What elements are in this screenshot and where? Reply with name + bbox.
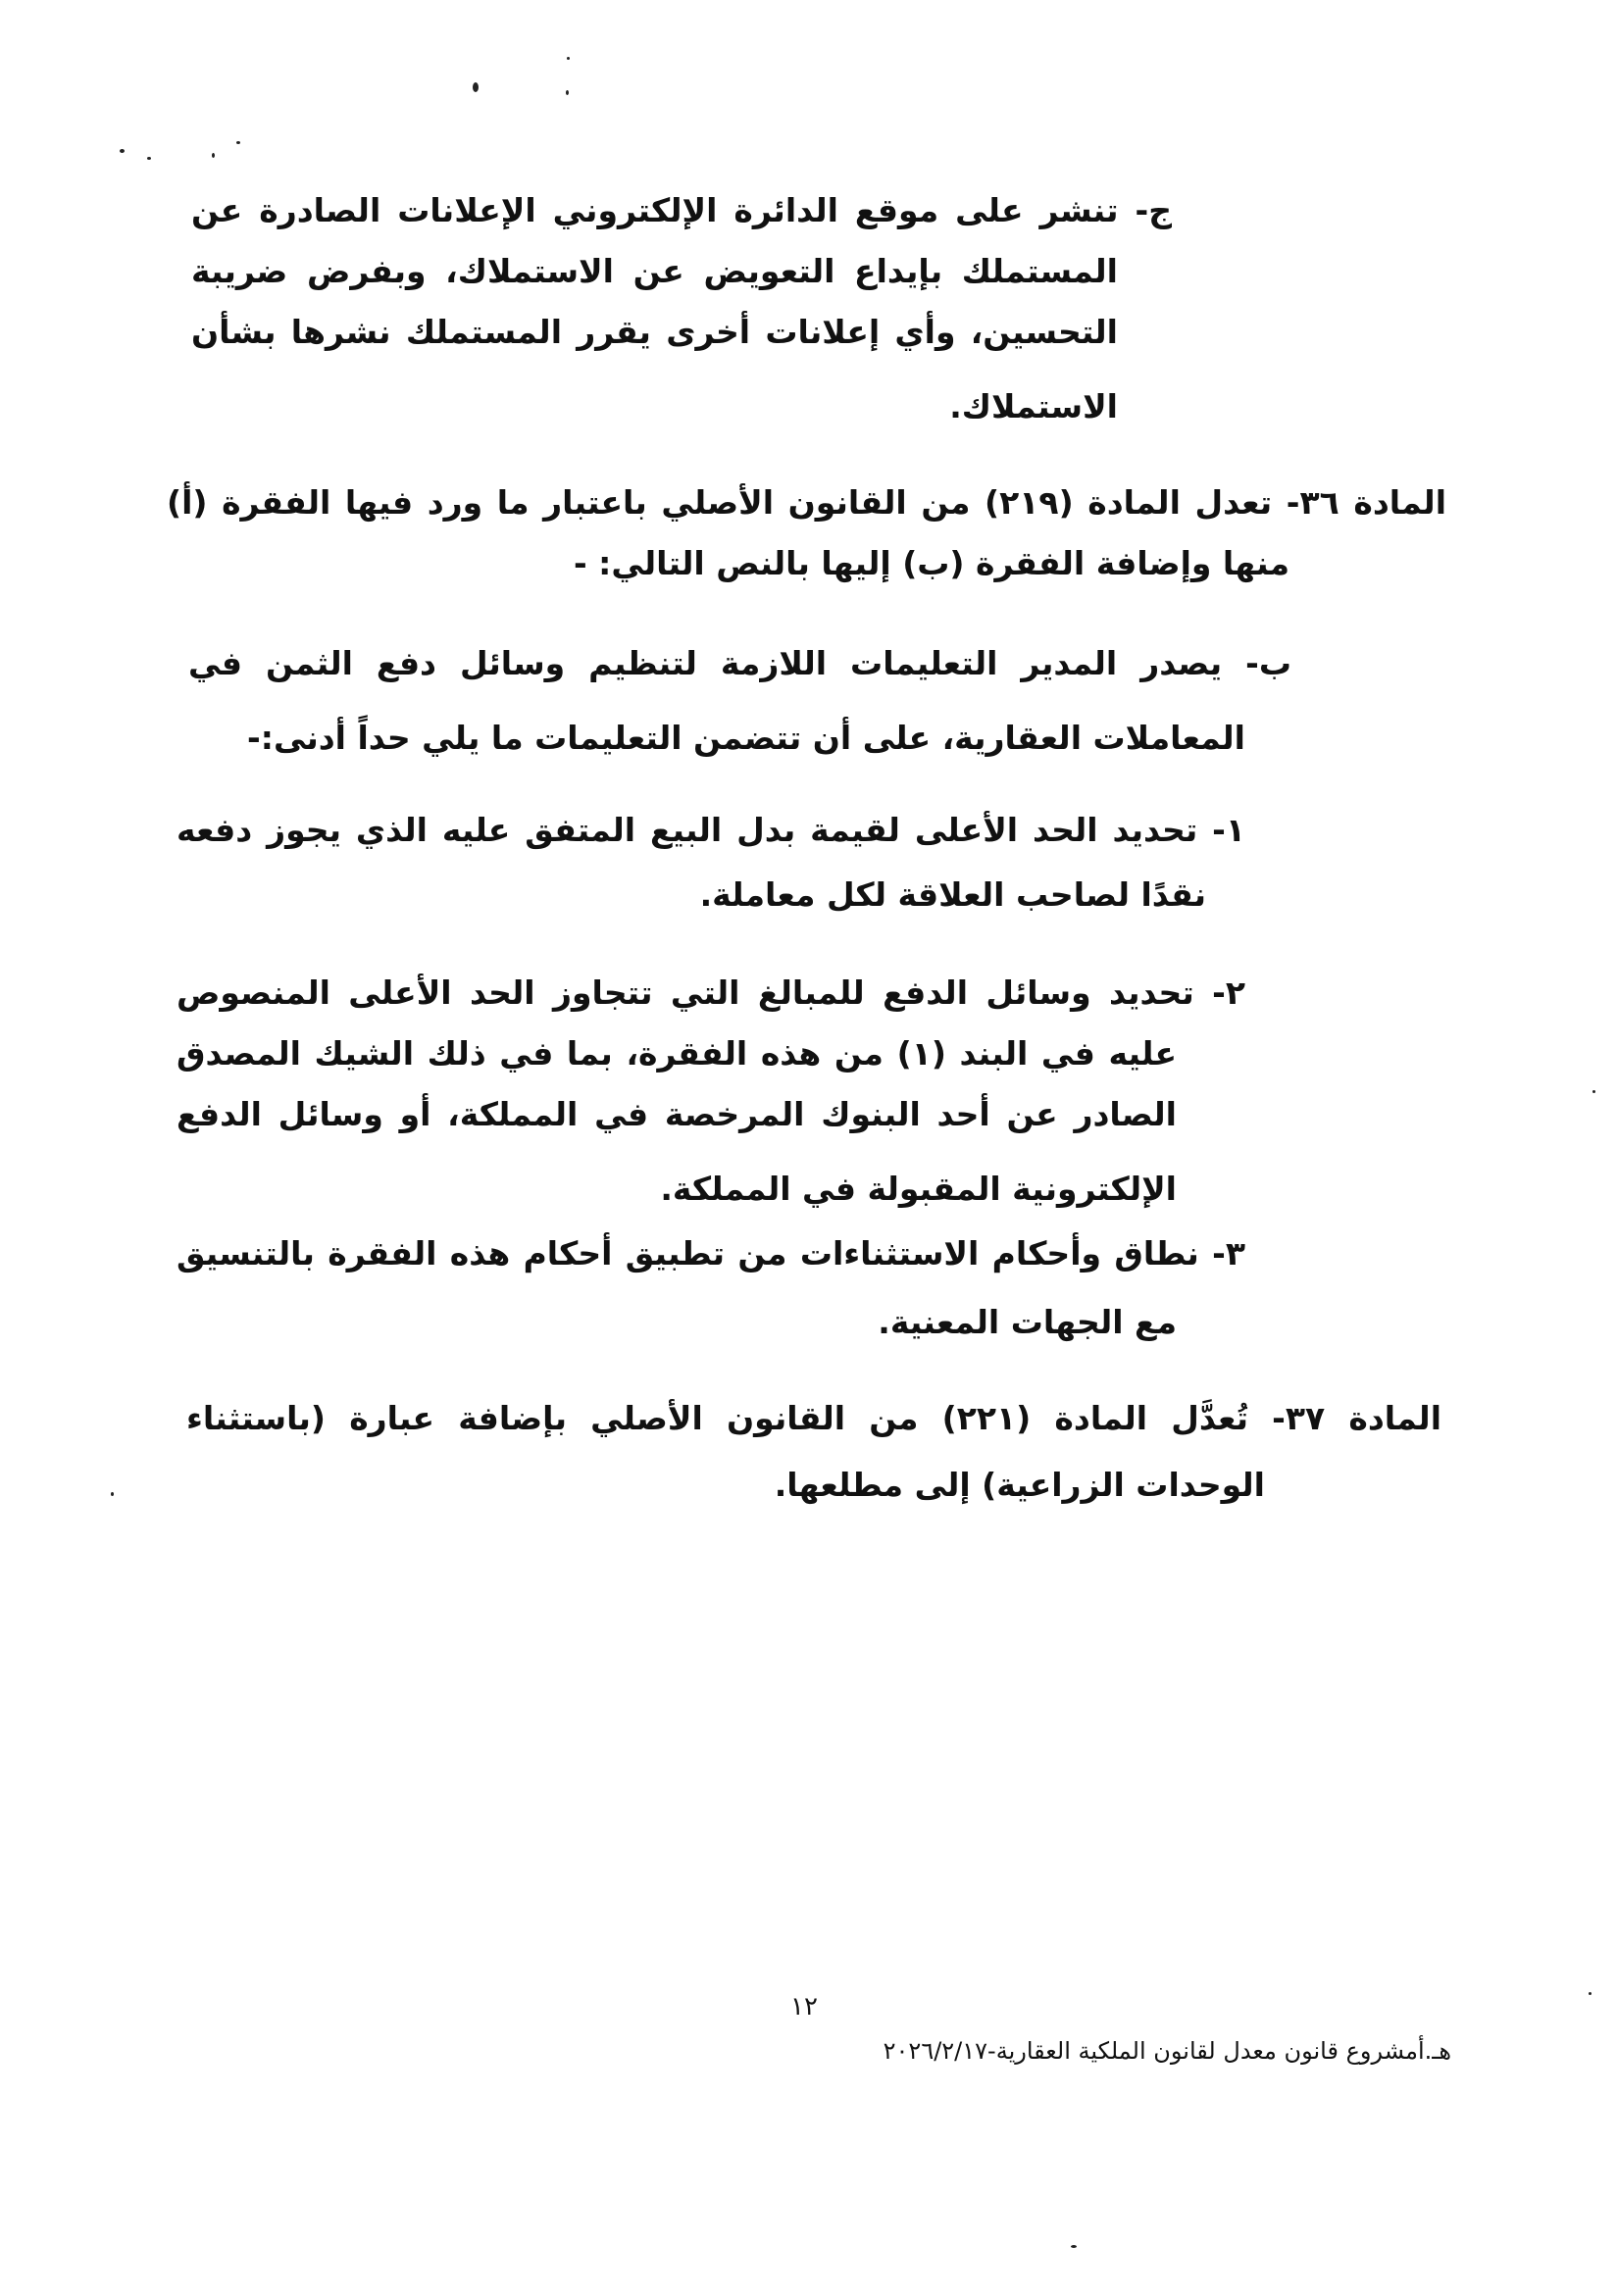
clause-j-line-3: التحسين، وأي إعلانات أخرى يقرر المستملك نشرها بشأن — [191, 313, 1118, 351]
scan-speck — [212, 153, 215, 158]
scan-speck — [236, 141, 240, 144]
footer-document-title: هـ.أمشروع قانون معدل لقانون الملكية العقارية-٢٠٢٦/٢/١٧ — [883, 2037, 1451, 2065]
item-2-line-1: ٢- تحديد وسائل الدفع للمبالغ التي تتجاوز الحد الأعلى المنصوص — [177, 973, 1245, 1012]
item-1-line-1: ١- تحديد الحد الأعلى لقيمة بدل البيع المتفق عليه الذي يجوز دفعه — [177, 811, 1245, 849]
scan-speck — [1592, 1090, 1595, 1093]
page-number: ١٢ — [790, 1992, 818, 2021]
article-37-line-2: الوحدات الزراعية) إلى مطلعها. — [774, 1466, 1265, 1504]
item-2-line-3: الصادر عن أحد البنوك المرخصة في المملكة، أو وسائل الدفع — [177, 1095, 1177, 1133]
scan-speck — [147, 157, 151, 160]
scan-speck — [1071, 2245, 1077, 2248]
item-2-line-4: الإلكترونية المقبولة في المملكة. — [660, 1170, 1177, 1208]
scan-speck — [567, 57, 570, 60]
scan-speck — [473, 82, 479, 92]
scan-speck — [111, 1492, 114, 1496]
scan-speck — [1589, 1992, 1592, 1995]
clause-b-line-1: ب- يصدر المدير التعليمات اللازمة لتنظيم وسائل دفع الثمن في — [188, 644, 1291, 682]
scan-speck — [566, 90, 569, 95]
item-3-line-1: ٣- نطاق وأحكام الاستثناءات من تطبيق أحكام هذه الفقرة بالتنسيق — [177, 1234, 1245, 1273]
article-36-line-1: المادة ٣٦- تعدل المادة (٢١٩) من القانون الأصلي باعتبار ما ورد فيها الفقرة (أ) — [167, 483, 1447, 522]
clause-b-line-2: المعاملات العقارية، على أن تتضمن التعليمات ما يلي حداً أدنى:- — [247, 719, 1245, 757]
clause-j-line-4: الاستملاك. — [949, 387, 1118, 425]
article-37-line-1: المادة ٣٧- تُعدَّل المادة (٢٢١) من القانون الأصلي بإضافة عبارة (باستثناء — [186, 1399, 1442, 1437]
clause-j-line-1: ج- تنشر على موقع الدائرة الإلكتروني الإعلانات الصادرة عن — [191, 191, 1172, 229]
scan-speck — [120, 149, 125, 153]
clause-j-line-2: المستملك بإيداع التعويض عن الاستملاك، وبفرض ضريبة — [191, 252, 1118, 290]
article-36-line-2: منها وإضافة الفقرة (ب) إليها بالنص التالي: - — [573, 544, 1289, 582]
item-2-line-2: عليه في البند (١) من هذه الفقرة، بما في ذلك الشيك المصدق — [177, 1034, 1178, 1073]
item-3-line-2: مع الجهات المعنية. — [878, 1303, 1177, 1341]
item-1-line-2: نقدًا لصاحب العلاقة لكل معاملة. — [699, 875, 1206, 914]
